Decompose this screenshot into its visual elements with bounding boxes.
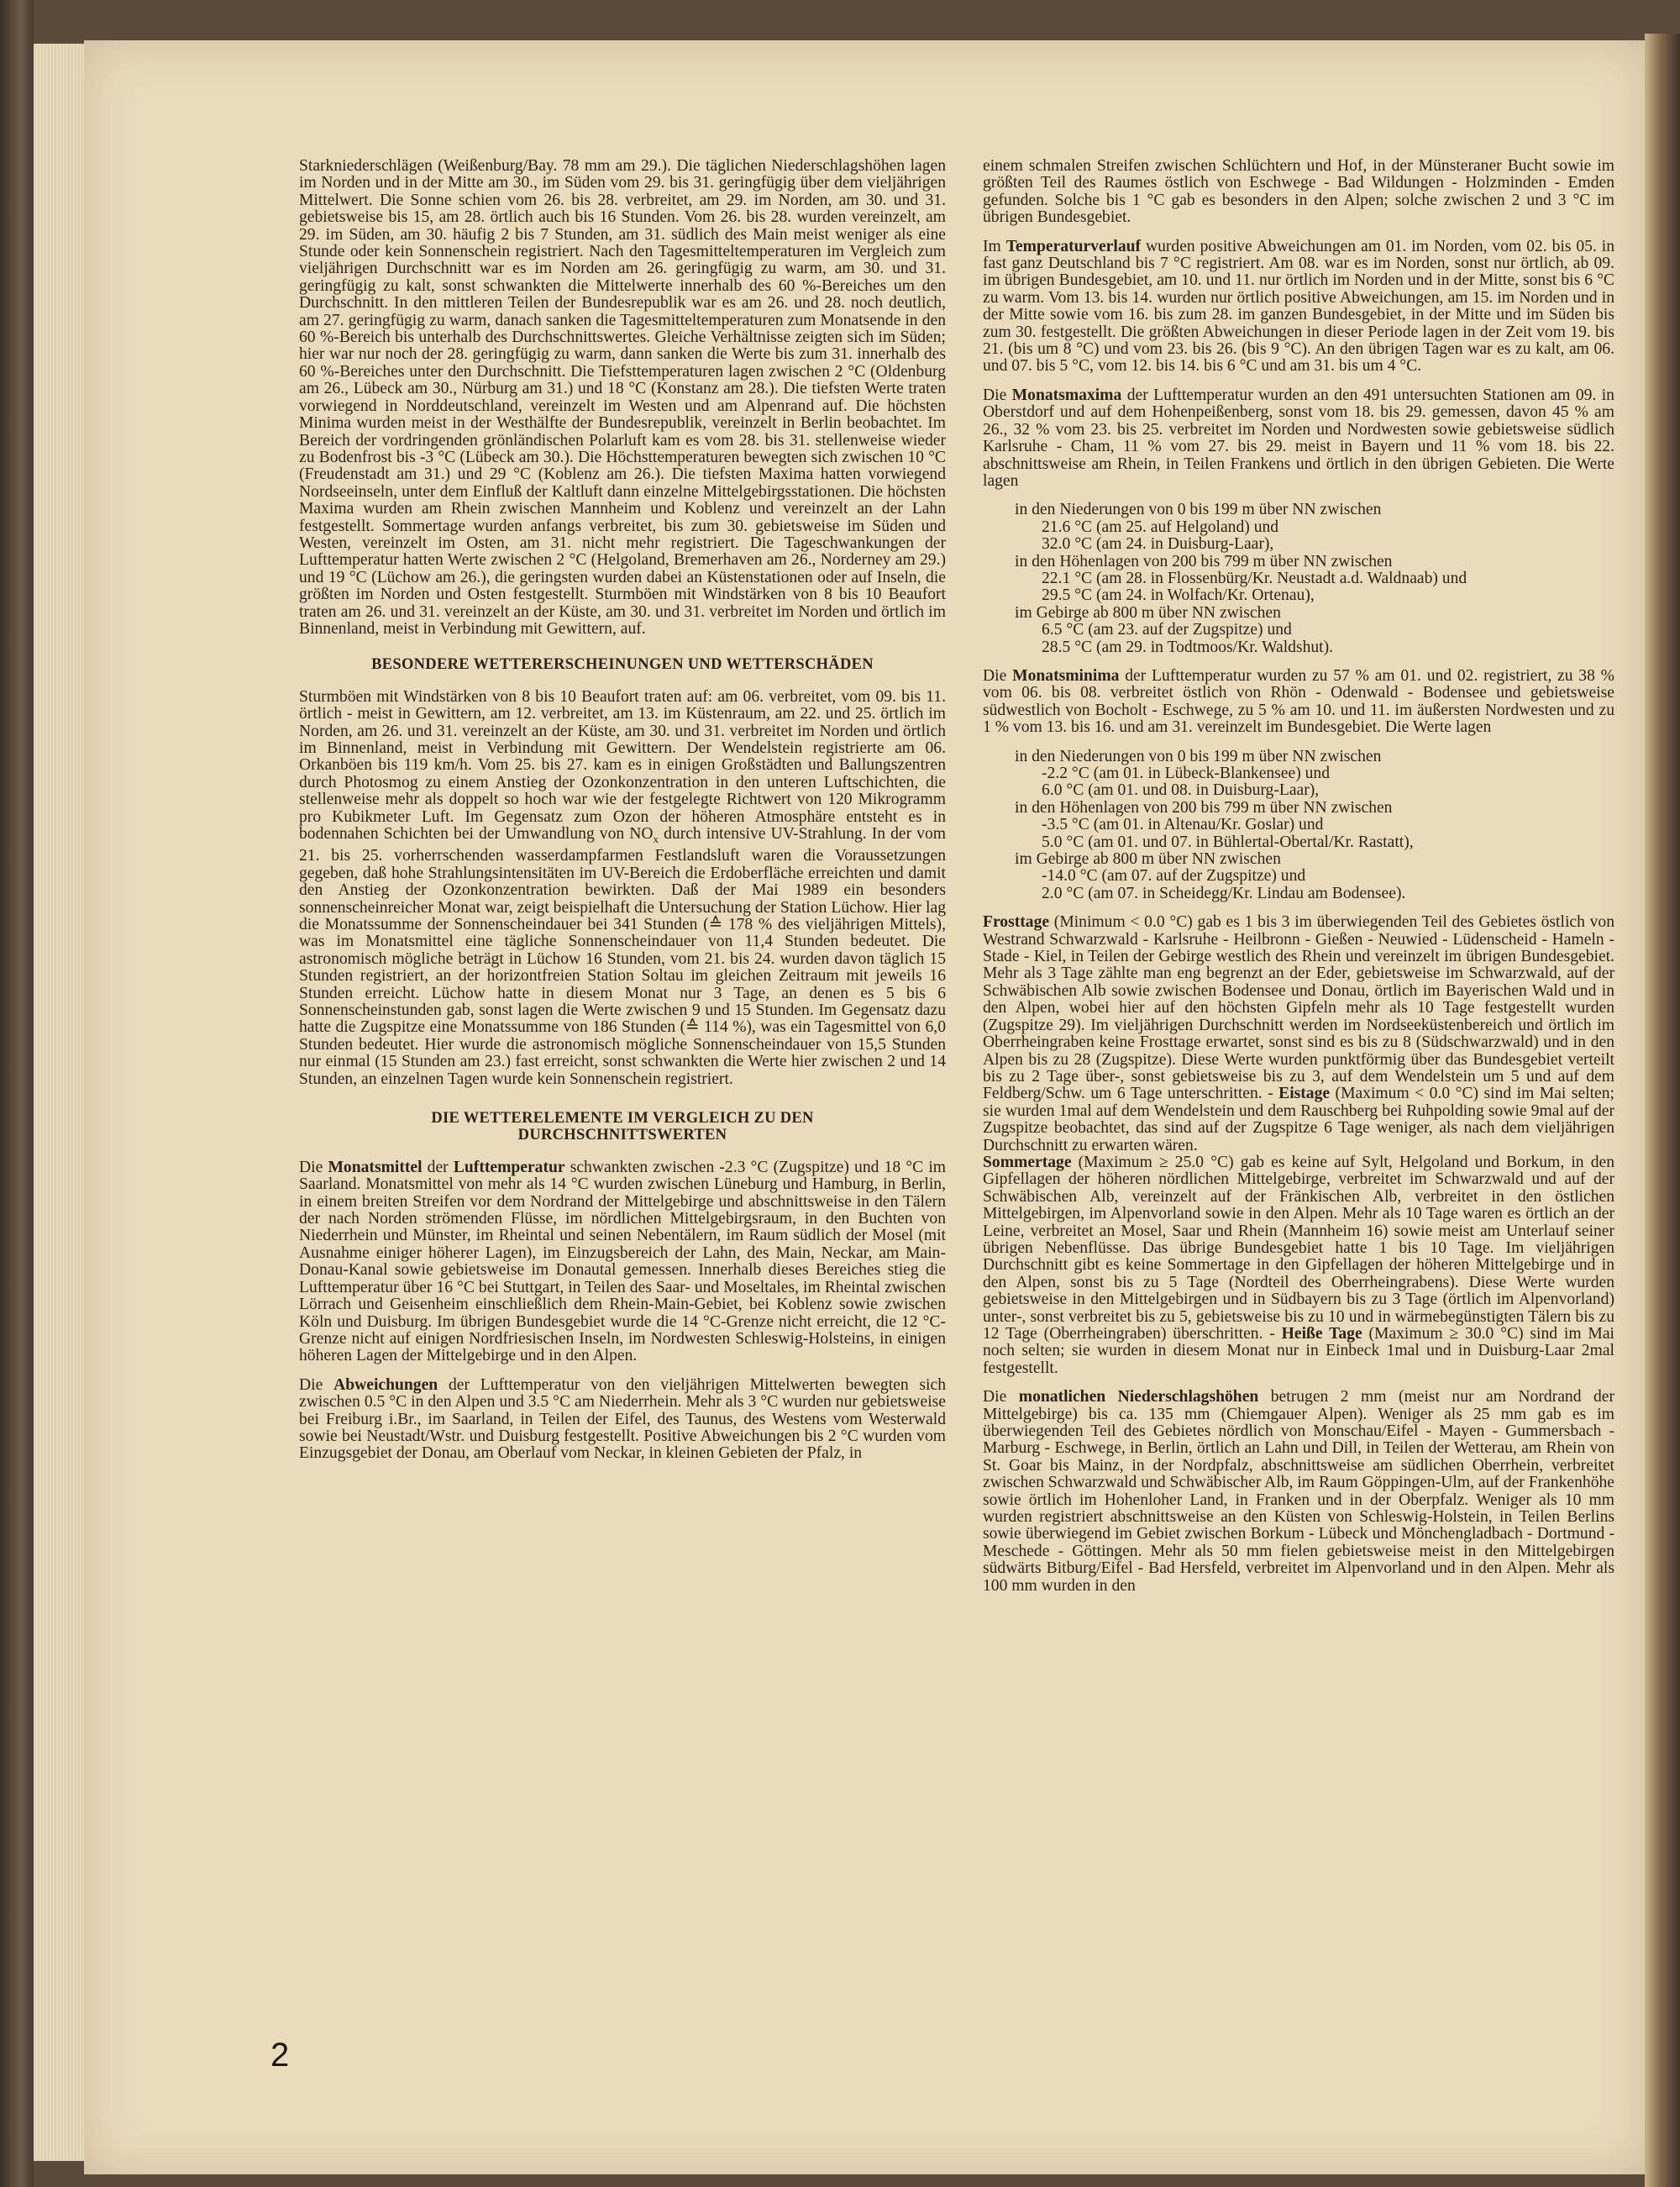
list-line: 5.0 °C (am 01. und 07. in Bühlertal-Obertal/Kr. Rastatt), — [1042, 833, 1414, 851]
list-line: 29.5 °C (am 24. in Wolfach/Kr. Ortenau), — [1042, 586, 1315, 605]
list-line: 6.5 °C (am 23. auf der Zugspitze) und — [1042, 621, 1292, 639]
right-page-edge — [1645, 34, 1680, 2187]
paragraph: Die Monatsmittel der Lufttemperatur schwankten zwischen -2.3 °C (Zugspitze) und 18 °C im Saarland. Monatsmittel von mehr als 14 °C wurden zwischen Lüneburg und Hamburg, in Berlin, in einem breiten Streifen vor dem Nordrand der Mittelgebirge und abschnittsweise in den Tälern der nach Norden strömenden Flüsse, im nördlichen Mittelgebirgsraum, in den Buchten von Niederrhein und Münster, im Rheintal und seinen Nebentälern, im Raum südlich der Mosel (mit Ausnahme einiger höherer Lagen), im Einzugsbereich der Lahn, des Main, Neckar, am Main-Donau-Kanal sowie gebietsweise im Donautal gemessen. Innerhalb dieses Bereiches stieg die Lufttemperatur über 16 °C bei Stuttgart, in Teilen des Saar- und Moseltales, im Rheintal zwischen Lörrach und Geisenheim einschließlich dem Rhein-Main-Gebiet, bei Koblenz sowie zwischen Köln und Duisburg. Im übrigen Bundesgebiet wurde die 14 °C-Grenze nicht erreicht, die 12 °C-Grenze nicht auf einigen Nordfriesischen Inseln, im Nordwesten Schleswig-Holsteins, in einigen höheren Lagen der Mittelgebirge und in den Alpen. — [299, 1158, 946, 1365]
list-line: 21.6 °C (am 25. auf Helgoland) und — [1042, 518, 1279, 536]
paragraph: Starkniederschlägen (Weißenburg/Bay. 78 mm am 29.). Die täglichen Niederschlagshöhen lagen im Norden und in der Mitte am 30., im Süden vom 29. bis 31. geringfügig über dem vieljährigen Mittelwert. Die Sonne schien vom 26. bis 28. verbreitet, am 29. im Norden, am 30. und 31. gebietsweise bis 15, am 28. örtlich auch bis 16 Stunden. Vom 26. bis 28. wurden vereinzelt, am 29. im Süden, am 30. häufig 2 bis 7 Stunden, am 31. südlich des Main meist weniger als eine Stunde oder kein Sonnenschein registriert. Nach den Tagesmitteltemperaturen im Vergleich zum vieljährigen Durchschnitt war es im Norden am 26. geringfügig zu warm, am 30. und 31. geringfügig zu kalt, sonst schwankten die Mittelwerte innerhalb des 60 %-Bereiches um den Durchschnitt. In den mittleren Teilen der Bundesrepublik war es am 26. und 28. noch deutlich, am 27. geringfügig zu warm, danach sanken die Tagesmitteltemperaturen zum Monatsende in den 60 %-Bereich bis unterhalb des Durchschnittswertes. Gleiche Verhältnisse zeigten sich im Süden; hier war nur noch der 28. geringfügig zu warm, dann sanken die Werte bis zum 31. innerhalb des 60 %-Bereiches unter den Durchschnitt. Die Tiefsttemperaturen lagen zwischen 2 °C (Oldenburg am 26., Lübeck am 30., Nürburg am 31.) und 18 °C (Konstanz am 28.). Die tiefsten Werte traten vorwiegend in Norddeutschland, vereinzelt im Westen und am Alpenrand auf. Die höchsten Minima wurden meist in der Westhälfte der Bundesrepublik, vereinzelt in Berlin beobachtet. Im Bereich der vordringenden grönländischen Polarluft kam es vom 28. bis 31. stellenweise wieder zu Bodenfrost bis -3 °C (Lübeck am 30.). Die Höchsttemperaturen bewegten sich zwischen 10 °C (Freudenstadt am 31.) und 29 °C (Koblenz am 26.). Die tiefsten Maxima hatten vorwiegend Nordseeinseln, unter dem Einfluß der Kaltluft dann einzelne Mittelgebirgsstationen. Die höchsten Maxima wurden am Rhein zwischen Mannheim und Koblenz und vereinzelt an der Lahn festgestellt. Sommertage wurden anfangs verbreitet, bis zum 30. gebietsweise im Süden und Westen, vereinzelt im Osten, am 31. nicht mehr registriert. Die Tageschwankungen der Lufttemperatur hatten Werte zwischen 2 °C (Helgoland, Bremerhaven am 26., Norderney am 29.) und 19 °C (Lüchow am 26.), die geringsten wurden dabei an Küstenstationen oder auf Inseln, die größten im Norden und Osten festgestellt. Sturmböen mit Windstärken von 8 bis 10 Beaufort traten am 26. und 31. vereinzelt an der Küste, am 30. und 31. verbreitet im Norden und örtlich im Binnenland, meist in Verbindung mit Gewittern, auf. — [299, 157, 946, 638]
book-binding — [0, 0, 34, 2187]
list-line: im Gebirge ab 800 m über NN zwischen — [1015, 603, 1281, 622]
paragraph: Im Temperaturverlauf wurden positive Abweichungen am 01. im Norden, vom 02. bis 05. in fast ganz Deutschland bis 7 °C registriert. Am 08. war es im Norden, sonst nur örtlich, ab 09. im übrigen Bundesgebiet, am 10. und 11. nur örtlich im Norden und in der Mitte, sonst bis 6 °C zu warm. Vom 13. bis 14. wurden nur örtlich positive Abweichungen, am 15. im Norden und in der Mitte sowie vom 16. bis zum 28. im ganzen Bundesgebiet, in der Mitte und im Süden bis zum 30. festgestellt. Die größten Abweichungen in dieser Periode lagen in der Zeit vom 19. bis 21. (bis um 8 °C) und vom 23. bis 26. (bis 9 °C). An den übrigen Tagen war es zu kalt, am 06. und 07. bis 5 °C, vom 12. bis 14. bis 6 °C und am 31. bis um 4 °C. — [983, 237, 1614, 376]
paragraph: Die Monatsminima der Lufttemperatur wurden zu 57 % am 01. und 02. registriert, zu 38 % vom 06. bis 08. verbreitet östlich von Rhön - Odenwald - Bodensee und gebietsweise südwestlich von Bocholt - Eschwege, zu 5 % am 10. und 11. im äußersten Nordwesten und zu 1 % vom 13. bis 16. und am 31. vereinzelt im Bundesgebiet. Die Werte lagen — [983, 666, 1614, 737]
list-line: -14.0 °C (am 07. auf der Zugspitze) und — [1042, 867, 1306, 886]
list-line: im Gebirge ab 800 m über NN zwischen — [1015, 850, 1281, 869]
list-line: 28.5 °C (am 29. in Todtmoos/Kr. Waldshut). — [1042, 638, 1334, 656]
list-line: 2.0 °C (am 07. in Scheidegg/Kr. Lindau am Bodensee). — [1042, 884, 1406, 902]
list-line: 6.0 °C (am 01. und 08. in Duisburg-Laar), — [1042, 781, 1320, 800]
list-line: in den Niederungen von 0 bis 199 m über NN zwischen — [1015, 501, 1382, 519]
section-heading: BESONDERE WETTERERSCHEINUNGEN UND WETTERSCHÄDEN — [371, 656, 874, 674]
section-heading: DIE WETTERELEMENTE IM VERGLEICH ZU DEN DURCHSCHNITTSWERTEN — [431, 1110, 814, 1144]
list-line: 22.1 °C (am 28. in Flossenbürg/Kr. Neustadt a.d. Waldnaab) und — [1042, 569, 1467, 587]
right-column — [983, 158, 1614, 1595]
paragraph: Die monatlichen Niederschlagshöhen betrugen 2 mm (meist nur am Nordrand der Mittelgebirge) bis ca. 135 mm (Chiemgauer Alpen). Weniger als 25 mm gab es im überwiegenden Teil des Gebietes nördlich von Monschau/Eifel - Mayen - Gummersbach - Marburg - Eschwege, in Berlin, örtlich an Lahn und Dill, in Teilen der Wetterau, am Rhein von St. Goar bis Mainz, in der Nordpfalz, abschnittsweise am südlichen Oberrhein, verbreitet zwischen Schwarzwald und Schwäbischer Alb, im Raum Göppingen-Ulm, auf der Frankenhöhe sowie örtlich im Hohenloher Land, in Franken und in der Oberpfalz. Weniger als 10 mm wurden registriert abschnittsweise an den Küsten von Schleswig-Holstein, in Teilen Berlins sowie überwiegend im Gebiet zwischen Borkum - Lübeck und Mönchengladbach - Dortmund - Meschede - Göttingen. Mehr als 50 mm fielen gebietsweise meist in den Mittelgebirgen südwärts Bitburg/Eifel - Bad Hersfeld, verbreitet im Alpenvorland und in den Alpen. Mehr als 100 mm wurden in den — [983, 1388, 1614, 1595]
list-line: 32.0 °C (am 24. in Duisburg-Laar), — [1042, 535, 1274, 554]
paragraph: einem schmalen Streifen zwischen Schlüchtern und Hof, in der Münsteraner Bucht sowie im größten Teil des Raumes östlich von Eschwege - Bad Wildungen - Holzminden - Emden gefunden. Solche bis 1 °C gab es besonders in den Alpen; solche zwischen 2 und 3 °C im übrigen Bundesgebiet. — [983, 157, 1614, 227]
paragraph: Frosttage (Minimum < 0.0 °C) gab es 1 bis 3 im überwiegenden Teil des Gebietes östlich von Westrand Schwarzwald - Karlsruhe - Heilbronn - Gießen - Neuwied - Lüdenscheid - Hameln - Stade - Kiel, in Teilen der Gebirge westlich des Rhein und vereinzelt im übrigen Bundesgebiet. Mehr als 3 Tage zählte man eng begrenzt an der Eder, gebietsweise im Schwarzwald, auf der Schwäbischen Alb sowie zwischen Bodensee und Donau, örtlich im Bayerischen Wald und in den Alpen, wobei hier auf den höchsten Gipfeln mehr als 10 Tage festgestellt wurden (Zugspitze 29). Im vieljährigen Durchschnitt werden im Nordseeküstenbereich und örtlich im Oberrheingraben keine Frosttage erwartet, sonst sind es bis zu 8 (Südschwarzwald) und in den Alpen bis zu 28 (Zugspitze). Diese Werte wurden punktförmig über das Bundesgebiet verteilt bis zu 2 Tage über-, sonst gebietsweise bis zu 3, auf dem Wendelstein um 5 und auf dem Feldberg/Schw. um 6 Tage unterschritten. - Eistage (Maximum < 0.0 °C) sind im Mai selten; sie wurden 1mal auf dem Wendelstein und dem Rauschberg bei Ruhpolding sowie 9mal auf der Zugspitze beobachtet, das sind auf der Zugspitze 6 Tage weniger, als nach dem vieljährigen Durchschnitt zu erwarten wären. — [983, 913, 1614, 1154]
maxima-list — [983, 502, 1614, 656]
list-line: -3.5 °C (am 01. in Altenau/Kr. Goslar) und — [1042, 816, 1324, 834]
paragraph: Die Monatsmaxima der Lufttemperatur wurden an den 491 untersuchten Stationen am 09. in Oberstdorf und auf dem Hohenpeißenberg, sonst vom 18. bis 29. gemessen, davon 45 % am 26., 32 % vom 23. bis 25. verbreitet im Norden und Nordwesten sowie gebietsweise südlich Karlsruhe - Cham, 11 % vom 27. bis 29. meist in Bayern und 11 % vom 18. bis 22. abschnittsweise am Rhein, in Teilen Frankens und örtlich in den übrigen Gebieten. Die Werte lagen — [983, 386, 1614, 490]
list-line: -2.2 °C (am 01. in Lübeck-Blankensee) und — [1042, 765, 1331, 782]
paragraph: Die Abweichungen der Lufttemperatur von den vieljährigen Mittelwerten bewegten sich zwischen 0.5 °C in den Alpen und 3.5 °C am Niederrhein. Mehr als 3 °C wurden nur gebietsweise bei Freiburg i.Br., im Saarland, in Teilen der Eifel, des Taunus, des Westens vom Westerwald sowie bei Neustadt/Wstr. und Duisburg festgestellt. Positive Abweichungen bis 2 °C wurden vom Einzugsgebiet der Donau, am Oberlauf vom Neckar, in kleinen Gebieten der Pfalz, in — [299, 1375, 946, 1463]
minima-list — [983, 749, 1614, 903]
list-line: in den Höhenlagen von 200 bis 799 m über NN zwischen — [1015, 798, 1393, 817]
paragraph: Sturmböen mit Windstärken von 8 bis 10 Beaufort traten auf: am 06. verbreitet, vom 09. bis 11. örtlich - meist in Gewittern, am 12. verbreitet, am 13. im Küstenraum, am 22. und 25. örtlich im Norden, am 26. und 31. vereinzelt an der Küste, am 30. und 31. verbreitet im Norden und örtlich im Binnenland, meist in Verbindung mit Gewittern. Der Wendelstein registrierte am 06. Orkanböen bis 119 km/h. Vom 25. bis 27. kam es in einigen Großstädten und Ballungszentren durch Photosmog zu einem Anstieg der Ozonkonzentration in den unteren Luftschichten, die stellenweise mehr als doppelt so hoch war wie der festgelegte Richtwert von 120 Mikrogramm pro Kubikmeter Luft. Im Gegensatz zum Ozon der höheren Atmosphäre entsteht es in bodennahen Schichten bei der Umwandlung von $NO_x$ durch intensive UV-Strahlung. In der vom 21. bis 25. vorherrschenden wasserdampfarmen Festlandsluft waren die Voraussetzungen gegeben, daß hohe Strahlungsintensitäten im UV-Bereich die Erdoberfläche erreichten und damit den Anstieg der Ozonkonzentration bewirkten. Daß der Mai 1989 ein besonders sonnenscheinreicher Monat war, zeigt beispielhaft die Untersuchung der Station Lüchow. Hier lag die Monatssumme der Sonnenscheindauer bei 341 Stunden (≙ 178 % des vieljährigen Mittels), was im Monatsmittel eine tägliche Sonnenscheindauer von 11,4 Stunden bedeutet. Die astronomisch mögliche beträgt in Lüchow 16 Stunden, vom 21. bis 24. wurden davon täglich 15 Stunden registriert, an der horizontfreien Station Soltau im gleichen Zeitraum mit jeweils 16 Stunden erreicht. Lüchow hatte in diesem Monat nur 3 Tage, an denen es 5 bis 6 Sonnenscheinstunden gab, sonst lagen die Werte zwischen 9 und 15 Stunden. Im Gegensatz dazu hatte die Zugspitze eine Monatssumme von 186 Stunden (≙ 114 %), was ein Tagesmittel von 6,0 Stunden bedeutet. Hier wurde die astronomisch mögliche Sonnenscheindauer von 15,5 Stunden nur einmal (15 Stunden am 23.) fast erreicht, sonst schwankten die Werte hier zwischen 2 und 14 Stunden, an einzelnen Tagen wurde kein Sonnenschein registriert. — [299, 687, 946, 1088]
page-number: 2 — [270, 2037, 290, 2074]
paragraph: Sommertage (Maximum ≥ 25.0 °C) gab es keine auf Sylt, Helgoland und Borkum, in den Gipfellagen der höheren nördlichen Mittelgebirge, verbreitet im Schwarzwald und auf der Schwäbischen Alb, vereinzelt auf der Fränkischen Alb, verbreitet in den östlichen Mittelgebirgen, im Alpenvorland sowie in den Alpen. Mehr als 10 Tage waren es örtlich an der Leine, verbreitet an Mosel, Saar und Rhein (Mannheim 16) sowie meist am Unterlauf seiner übrigen Nebenflüsse. Das übrige Bundesgebiet hatte 1 bis 10 Tage. Im vieljährigen Durchschnitt gibt es keine Sommertage in den Gipfellagen der höheren Mittelgebirge und in den Alpen, sonst bis zu 5 Tage (Nordteil des Oberrheingrabens). Diese Werte wurden gebietsweise in den Mittelgebirgen und in Südbayern bis zu 3 Tage (örtlich im Alpenvorland) unter-, sonst verbreitet bis zu 5, gebietsweise bis zu 10 und in wärmebegünstigten Tälern bis zu 12 Tage (Oberrheingraben) überschritten. - Heiße Tage (Maximum ≥ 30.0 °C) sind im Mai noch selten; sie wurden in diesem Monat nur in Einbeck 1mal und in Duisburg-Laar 2mal festgestellt. — [983, 1153, 1614, 1377]
list-line: in den Niederungen von 0 bis 199 m über NN zwischen — [1015, 747, 1382, 765]
left-column — [299, 158, 946, 1463]
list-line: in den Höhenlagen von 200 bis 799 m über NN zwischen — [1015, 552, 1393, 570]
